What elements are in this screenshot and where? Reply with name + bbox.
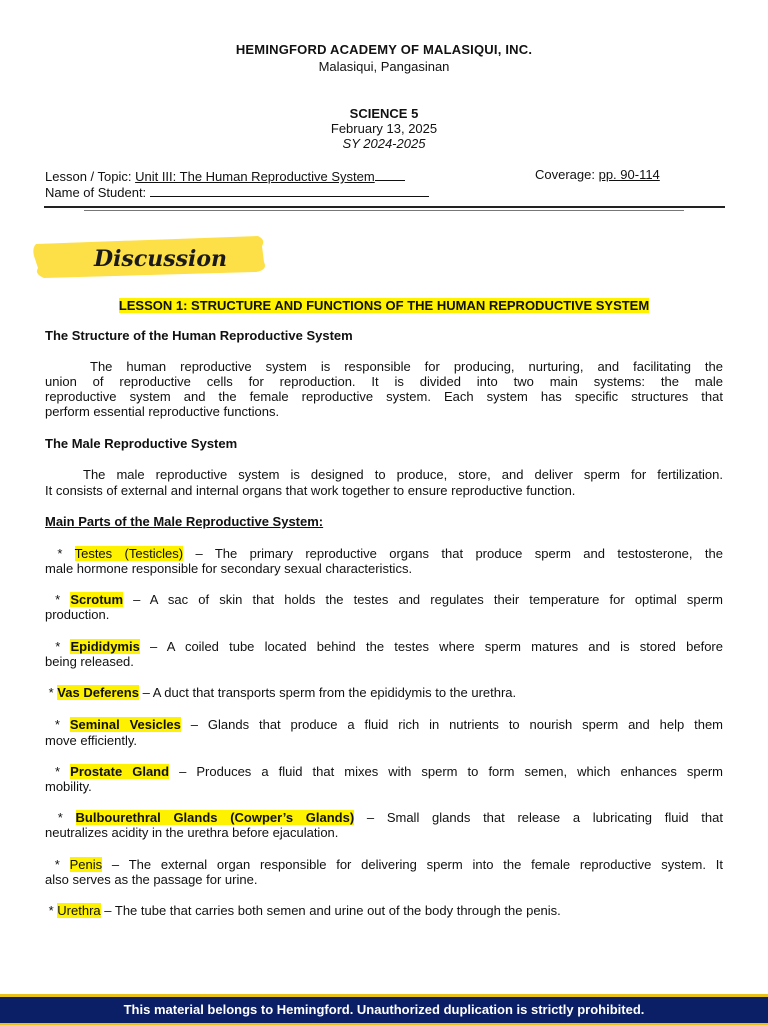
part-term: Penis: [69, 857, 103, 872]
structure-paragraph-line: The human reproductive system is responsible for producing, nurturing, and facilitating the: [90, 359, 723, 374]
lesson-topic-line: [45, 167, 405, 184]
part-description: – The external organ responsible for delivering sperm into the female reproductive system. It: [102, 857, 723, 872]
part-term: Testes (Testicles): [74, 546, 184, 561]
list-item-continuation: move efficiently.: [45, 733, 138, 748]
part-description: – Produces a fluid that mixes with sperm to form semen, which enhances sperm: [169, 764, 723, 779]
coverage-label: Coverage:: [535, 167, 599, 182]
list-item: * Urethra – The tube that carries both semen and urine out of the body through the penis.: [45, 903, 561, 918]
part-term: Bulbourethral Glands (Cowper’s Glands): [75, 810, 355, 825]
lesson-topic-value: Unit III: The Human Reproductive System: [135, 169, 375, 184]
list-item: * Scrotum – A sac of skin that holds the testes and regulates their temperature for optimal sperm: [45, 592, 723, 607]
list-item: * Vas Deferens – A duct that transports sperm from the epididymis to the urethra.: [45, 685, 517, 700]
list-item-continuation: being released.: [45, 654, 134, 669]
document-date: February 13, 2025: [330, 121, 438, 136]
part-description: – A duct that transports sperm from the epididymis to the urethra.: [138, 685, 517, 700]
male-paragraph-line: It consists of external and internal organs that work together to ensure reproductive function.: [45, 483, 576, 498]
subject-title: SCIENCE 5: [349, 106, 419, 121]
school-location: Malasiqui, Pangasinan: [318, 59, 450, 74]
list-item: * Seminal Vesicles – Glands that produce a fluid rich in nutrients to nourish sperm and help them: [45, 717, 723, 732]
lesson-title-row: [0, 298, 768, 313]
list-item-continuation: neutralizes acidity in the urethra before ejaculation.: [45, 825, 339, 840]
part-description: – A sac of skin that holds the testes and regulates their temperature for optimal sperm: [123, 592, 723, 607]
lesson-topic-label: Lesson / Topic:: [45, 169, 136, 184]
part-description: – The tube that carries both semen and urine out of the body through the penis.: [100, 903, 561, 918]
coverage-value: pp. 90-114: [598, 167, 660, 182]
list-item: * Epididymis – A coiled tube located behind the testes where sperm matures and is stored before: [45, 639, 723, 654]
part-description: – Small glands that release a lubricating fluid that: [354, 810, 723, 825]
school-name: HEMINGFORD ACADEMY OF MALASIQUI, INC.: [235, 42, 533, 57]
part-description: – Glands that produce a fluid rich in nutrients to nourish sperm and help them: [180, 717, 723, 732]
student-name-label: Name of Student:: [45, 185, 150, 200]
student-name-blank[interactable]: [150, 183, 429, 197]
section-heading-structure: The Structure of the Human Reproductive System: [45, 328, 353, 343]
male-paragraph-line: The male reproductive system is designed to produce, store, and deliver sperm for fertilization.: [83, 467, 723, 482]
header-divider: [44, 206, 725, 208]
lesson-topic-underline: [375, 167, 405, 181]
coverage-line: [535, 167, 660, 182]
list-item-continuation: also serves as the passage for urine.: [45, 872, 258, 887]
lesson-title: LESSON 1: STRUCTURE AND FUNCTIONS OF THE HUMAN REPRODUCTIVE SYSTEM: [118, 298, 650, 313]
parts-heading: Main Parts of the Male Reproductive System:: [45, 514, 324, 529]
part-term: Seminal Vesicles: [69, 717, 181, 732]
structure-paragraph-line: perform essential reproductive functions.: [45, 404, 280, 419]
footer-notice: This material belongs to Hemingford. Unauthorized duplication is strictly prohibited.: [0, 994, 768, 1025]
list-item: * Testes (Testicles) – The primary reproductive organs that produce sperm and testosterone, the: [45, 546, 723, 561]
part-description: – The primary reproductive organs that produce sperm and testosterone, the: [183, 546, 723, 561]
part-description: – A coiled tube located behind the testes where sperm matures and is stored before: [139, 639, 723, 654]
list-item: * Prostate Gland – Produces a fluid that mixes with sperm to form semen, which enhances sperm: [45, 764, 723, 779]
list-item-continuation: mobility.: [45, 779, 92, 794]
banner-text: Discussion: [94, 246, 228, 272]
part-term: Prostate Gland: [70, 764, 170, 779]
discussion-banner: [30, 232, 270, 282]
structure-paragraph-line: union of reproductive cells for reproduction. It is divided into two main systems: the male: [45, 374, 723, 389]
header-divider-thin: [84, 210, 684, 211]
part-term: Vas Deferens: [57, 685, 139, 700]
list-item: * Penis – The external organ responsible for delivering sperm into the female reproductive system. It: [45, 857, 723, 872]
part-term: Epididymis: [70, 639, 140, 654]
structure-paragraph-line: reproductive system and the female reproductive system. Each system has specific structures that: [45, 389, 723, 404]
list-item: * Bulbourethral Glands (Cowper’s Glands) – Small glands that release a lubricating fluid that: [45, 810, 723, 825]
part-term: Scrotum: [70, 592, 124, 607]
list-item-continuation: production.: [45, 607, 110, 622]
school-year: SY 2024-2025: [342, 136, 426, 151]
list-item-continuation: male hormone responsible for secondary sexual characteristics.: [45, 561, 413, 576]
part-term: Urethra: [57, 903, 101, 918]
student-name-line: [45, 183, 429, 200]
section-heading-male: The Male Reproductive System: [45, 436, 238, 451]
